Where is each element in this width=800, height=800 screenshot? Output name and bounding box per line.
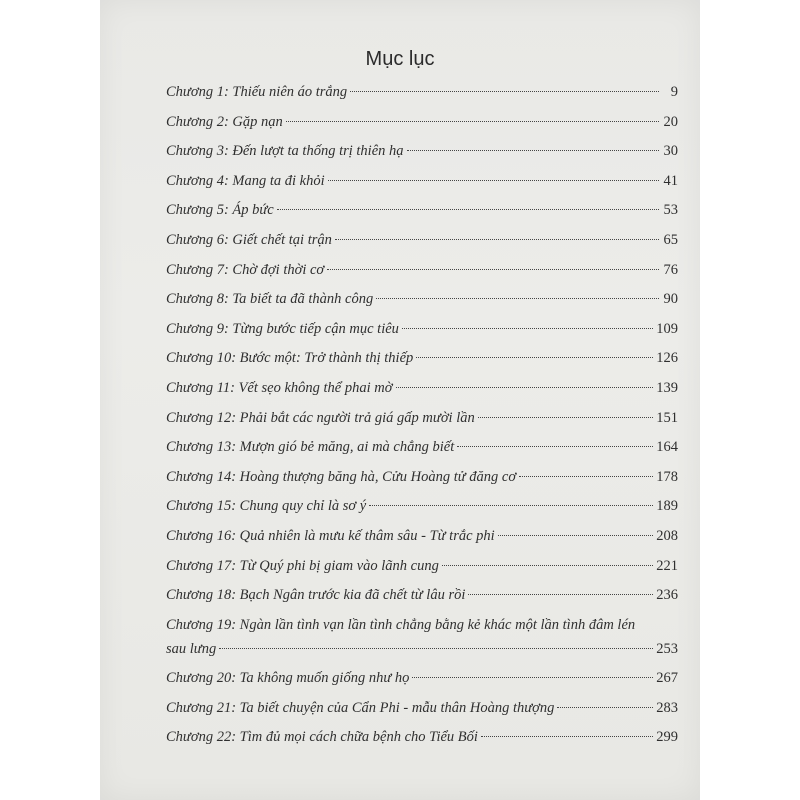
- toc-entry-page: 299: [656, 729, 678, 746]
- toc-entry-label: Chương 5: Áp bức: [166, 202, 274, 219]
- toc-entry-page: 90: [663, 291, 678, 308]
- dot-leader: [481, 736, 653, 737]
- table-of-contents: [166, 84, 678, 759]
- toc-entry-label: Chương 3: Đến lượt ta thống trị thiên hạ: [166, 143, 404, 160]
- dot-leader: [328, 180, 659, 181]
- toc-entry-page: 126: [656, 350, 678, 367]
- toc-entry: [166, 291, 678, 321]
- toc-entry-label: Chương 6: Giết chết tại trận: [166, 231, 332, 248]
- toc-entry-page: 267: [656, 670, 678, 687]
- toc-entry: [166, 410, 678, 440]
- toc-entry-label: Chương 18: Bạch Ngân trước kia đã chết từ lâu rồi: [166, 587, 466, 604]
- dot-leader: [219, 648, 653, 649]
- toc-entry-page: 221: [656, 557, 678, 574]
- toc-entry-page: 9: [670, 84, 678, 100]
- toc-entry-label: Chương 10: Bước một: Trở thành thị thiếp: [166, 350, 414, 367]
- toc-entry: [166, 84, 678, 114]
- toc-entry-page: 208: [656, 527, 678, 544]
- toc-entry: [166, 617, 678, 641]
- dot-leader: [407, 150, 659, 151]
- dot-leader: [412, 677, 653, 678]
- toc-entry-label: Chương 16: Quả nhiên là mưu kế thâm sâu - Từ trắc phi: [166, 527, 495, 544]
- toc-entry-page: 65: [663, 231, 678, 248]
- toc-entry-page: 189: [656, 498, 678, 515]
- toc-entry: [166, 528, 678, 558]
- dot-leader: [376, 298, 659, 299]
- dot-leader: [286, 121, 659, 122]
- toc-entry-label: Chương 21: Ta biết chuyện của Cẩn Phi - mẫu thân Hoàng thượng: [166, 699, 555, 716]
- toc-entry-label: Chương 15: Chung quy chỉ là sơ ý: [166, 498, 367, 515]
- toc-entry-page: 20: [663, 113, 678, 130]
- toc-entry-page: 253: [656, 640, 678, 657]
- toc-entry-label: Chương 9: Từng bước tiếp cận mục tiêu: [166, 320, 399, 337]
- toc-entry-label: Chương 12: Phải bắt các người trả giá gấp mười lần: [166, 409, 475, 426]
- dot-leader: [498, 535, 654, 536]
- dot-leader: [519, 476, 653, 477]
- toc-entry-page: 76: [663, 261, 678, 278]
- dot-leader: [468, 594, 653, 595]
- toc-entry: [166, 469, 678, 499]
- page-title: Mục lục: [365, 48, 435, 70]
- toc-entry-page: 109: [656, 320, 678, 337]
- toc-entry-page: 164: [656, 439, 678, 456]
- toc-entry-page: 53: [663, 202, 678, 219]
- toc-entry: [166, 232, 678, 262]
- dot-leader: [335, 239, 659, 240]
- book-page: [100, 0, 700, 800]
- toc-entry-label: Chương 11: Vết sẹo không thể phai mờ: [166, 379, 393, 396]
- toc-entry: [166, 173, 678, 203]
- dot-leader: [442, 565, 653, 566]
- dot-leader: [416, 357, 653, 358]
- toc-entry-page: 178: [656, 468, 678, 485]
- toc-entry-page: 139: [656, 379, 678, 396]
- toc-entry-label: Chương 2: Gặp nạn: [166, 113, 283, 130]
- toc-entry-label: Chương 14: Hoàng thượng băng hà, Cửu Hoàng tử đăng cơ: [166, 468, 517, 485]
- toc-entry-label: Chương 13: Mượn gió bẻ măng, ai mà chẳng biết: [166, 439, 455, 456]
- toc-entry-page: 283: [656, 699, 678, 716]
- dot-leader: [327, 269, 659, 270]
- dot-leader: [478, 417, 654, 418]
- toc-entry: [166, 380, 678, 410]
- toc-entry: [166, 700, 678, 730]
- toc-entry: [166, 202, 678, 232]
- dot-leader: [457, 446, 653, 447]
- toc-entry: [166, 439, 678, 469]
- toc-entry: [166, 670, 678, 700]
- toc-entry-label: Chương 20: Ta không muốn giống như họ: [166, 670, 410, 687]
- dot-leader: [369, 505, 653, 506]
- dot-leader: [402, 328, 653, 329]
- dot-leader: [350, 91, 659, 92]
- dot-leader: [557, 707, 653, 708]
- toc-entry-page: 236: [656, 587, 678, 604]
- toc-entry-label: Chương 1: Thiếu niên áo trắng: [166, 84, 348, 100]
- dot-leader: [396, 387, 654, 388]
- toc-entry-label: Chương 19: Ngàn lần tình vạn lần tình chẳng bằng kẻ khác một lần tình đâm lén: [166, 616, 636, 633]
- toc-entry: [166, 350, 678, 380]
- toc-entry: [166, 558, 678, 588]
- toc-entry: [166, 729, 678, 759]
- toc-entry-label: Chương 7: Chờ đợi thời cơ: [166, 261, 325, 278]
- toc-entry-label: Chương 8: Ta biết ta đã thành công: [166, 291, 374, 308]
- toc-entry-page: 30: [663, 143, 678, 160]
- toc-entry: [166, 321, 678, 351]
- toc-entry: [166, 143, 678, 173]
- toc-entry-continuation: [166, 641, 678, 671]
- toc-entry-label: Chương 17: Từ Quý phi bị giam vào lãnh cung: [166, 557, 439, 574]
- toc-entry: [166, 587, 678, 617]
- toc-entry-label: Chương 22: Tìm đủ mọi cách chữa bệnh cho Tiểu Bối: [166, 729, 478, 746]
- toc-entry-page: 41: [663, 172, 678, 189]
- toc-entry-label-continued: sau lưng: [166, 640, 217, 657]
- toc-entry: [166, 498, 678, 528]
- toc-entry-label: Chương 4: Mang ta đi khỏi: [166, 172, 325, 189]
- toc-entry: [166, 114, 678, 144]
- dot-leader: [277, 209, 659, 210]
- toc-entry: [166, 262, 678, 292]
- toc-entry-page: 151: [656, 409, 678, 426]
